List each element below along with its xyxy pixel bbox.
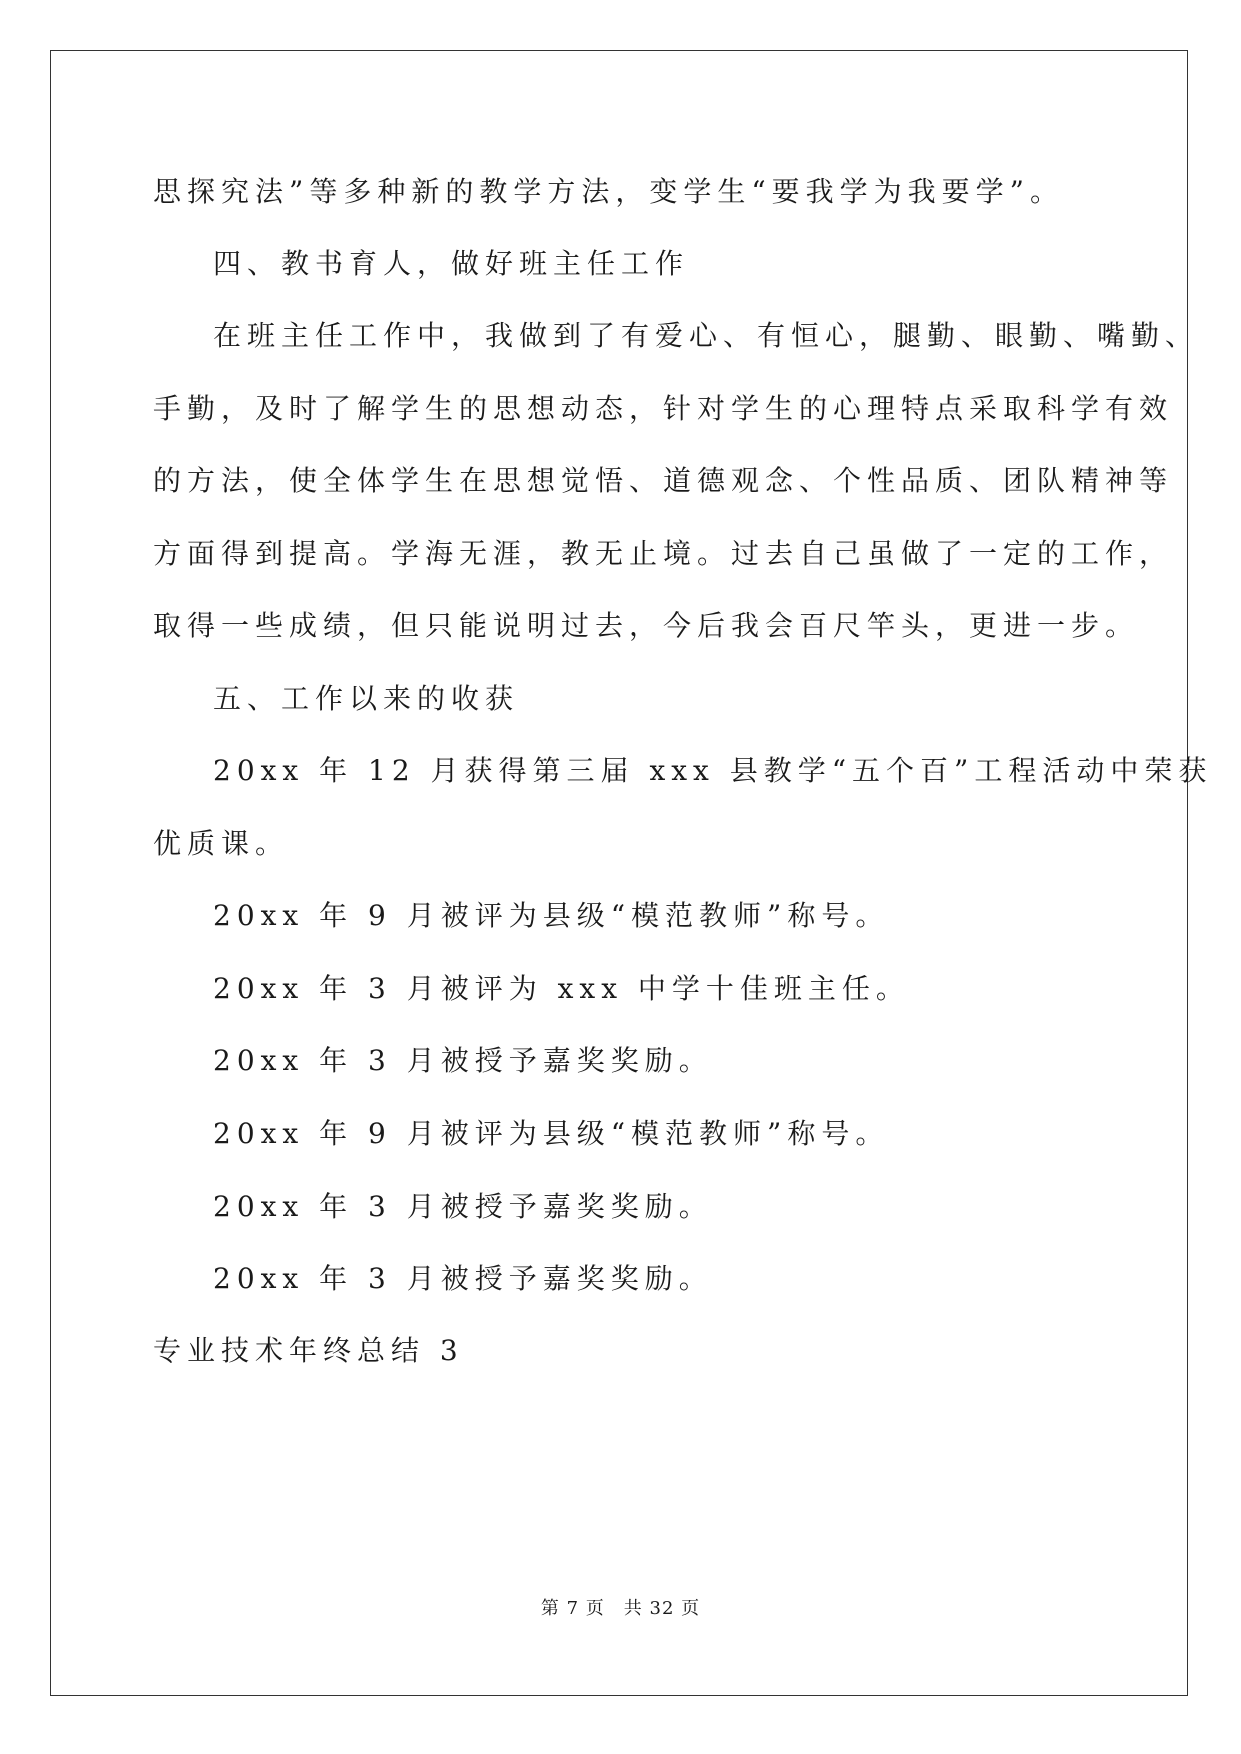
- body-text-line: 方面得到提高。学海无涯，教无止境。过去自己虽做了一定的工作，: [153, 537, 1174, 570]
- achievement-item: 20xx 年 12 月获得第三届 xxx 县教学“五个百”工程活动中荣获: [213, 754, 1213, 787]
- body-text-line: 的方法，使全体学生在思想觉悟、道德观念、个性品质、团队精神等: [153, 464, 1174, 497]
- achievement-item: 20xx 年 9 月被评为县级“模范教师”称号。: [213, 1117, 890, 1150]
- section-heading: 五、工作以来的收获: [213, 682, 520, 715]
- body-text-line: 手勤，及时了解学生的思想动态，针对学生的心理特点采取科学有效: [153, 392, 1174, 425]
- body-text-line: 思探究法”等多种新的教学方法，变学生“要我学为我要学”。: [153, 175, 1064, 208]
- achievement-item: 20xx 年 3 月被评为 xxx 中学十佳班主任。: [213, 972, 910, 1005]
- achievement-item: 20xx 年 9 月被评为县级“模范教师”称号。: [213, 899, 890, 932]
- body-text-line: 取得一些成绩，但只能说明过去，今后我会百尺竿头，更进一步。: [153, 609, 1140, 642]
- document-title: 专业技术年终总结 3: [153, 1334, 464, 1367]
- body-text-line: 在班主任工作中，我做到了有爱心、有恒心，腿勤、眼勤、嘴勤、: [213, 319, 1200, 352]
- section-heading: 四、教书育人，做好班主任工作: [213, 247, 690, 280]
- achievement-item: 20xx 年 3 月被授予嘉奖奖励。: [213, 1044, 713, 1077]
- page-number-footer: 第 7 页 共 32 页: [540, 1598, 701, 1619]
- achievement-item-continued: 优质课。: [153, 827, 290, 860]
- achievement-item: 20xx 年 3 月被授予嘉奖奖励。: [213, 1262, 713, 1295]
- achievement-item: 20xx 年 3 月被授予嘉奖奖励。: [213, 1190, 713, 1223]
- page-frame: [50, 50, 1188, 1696]
